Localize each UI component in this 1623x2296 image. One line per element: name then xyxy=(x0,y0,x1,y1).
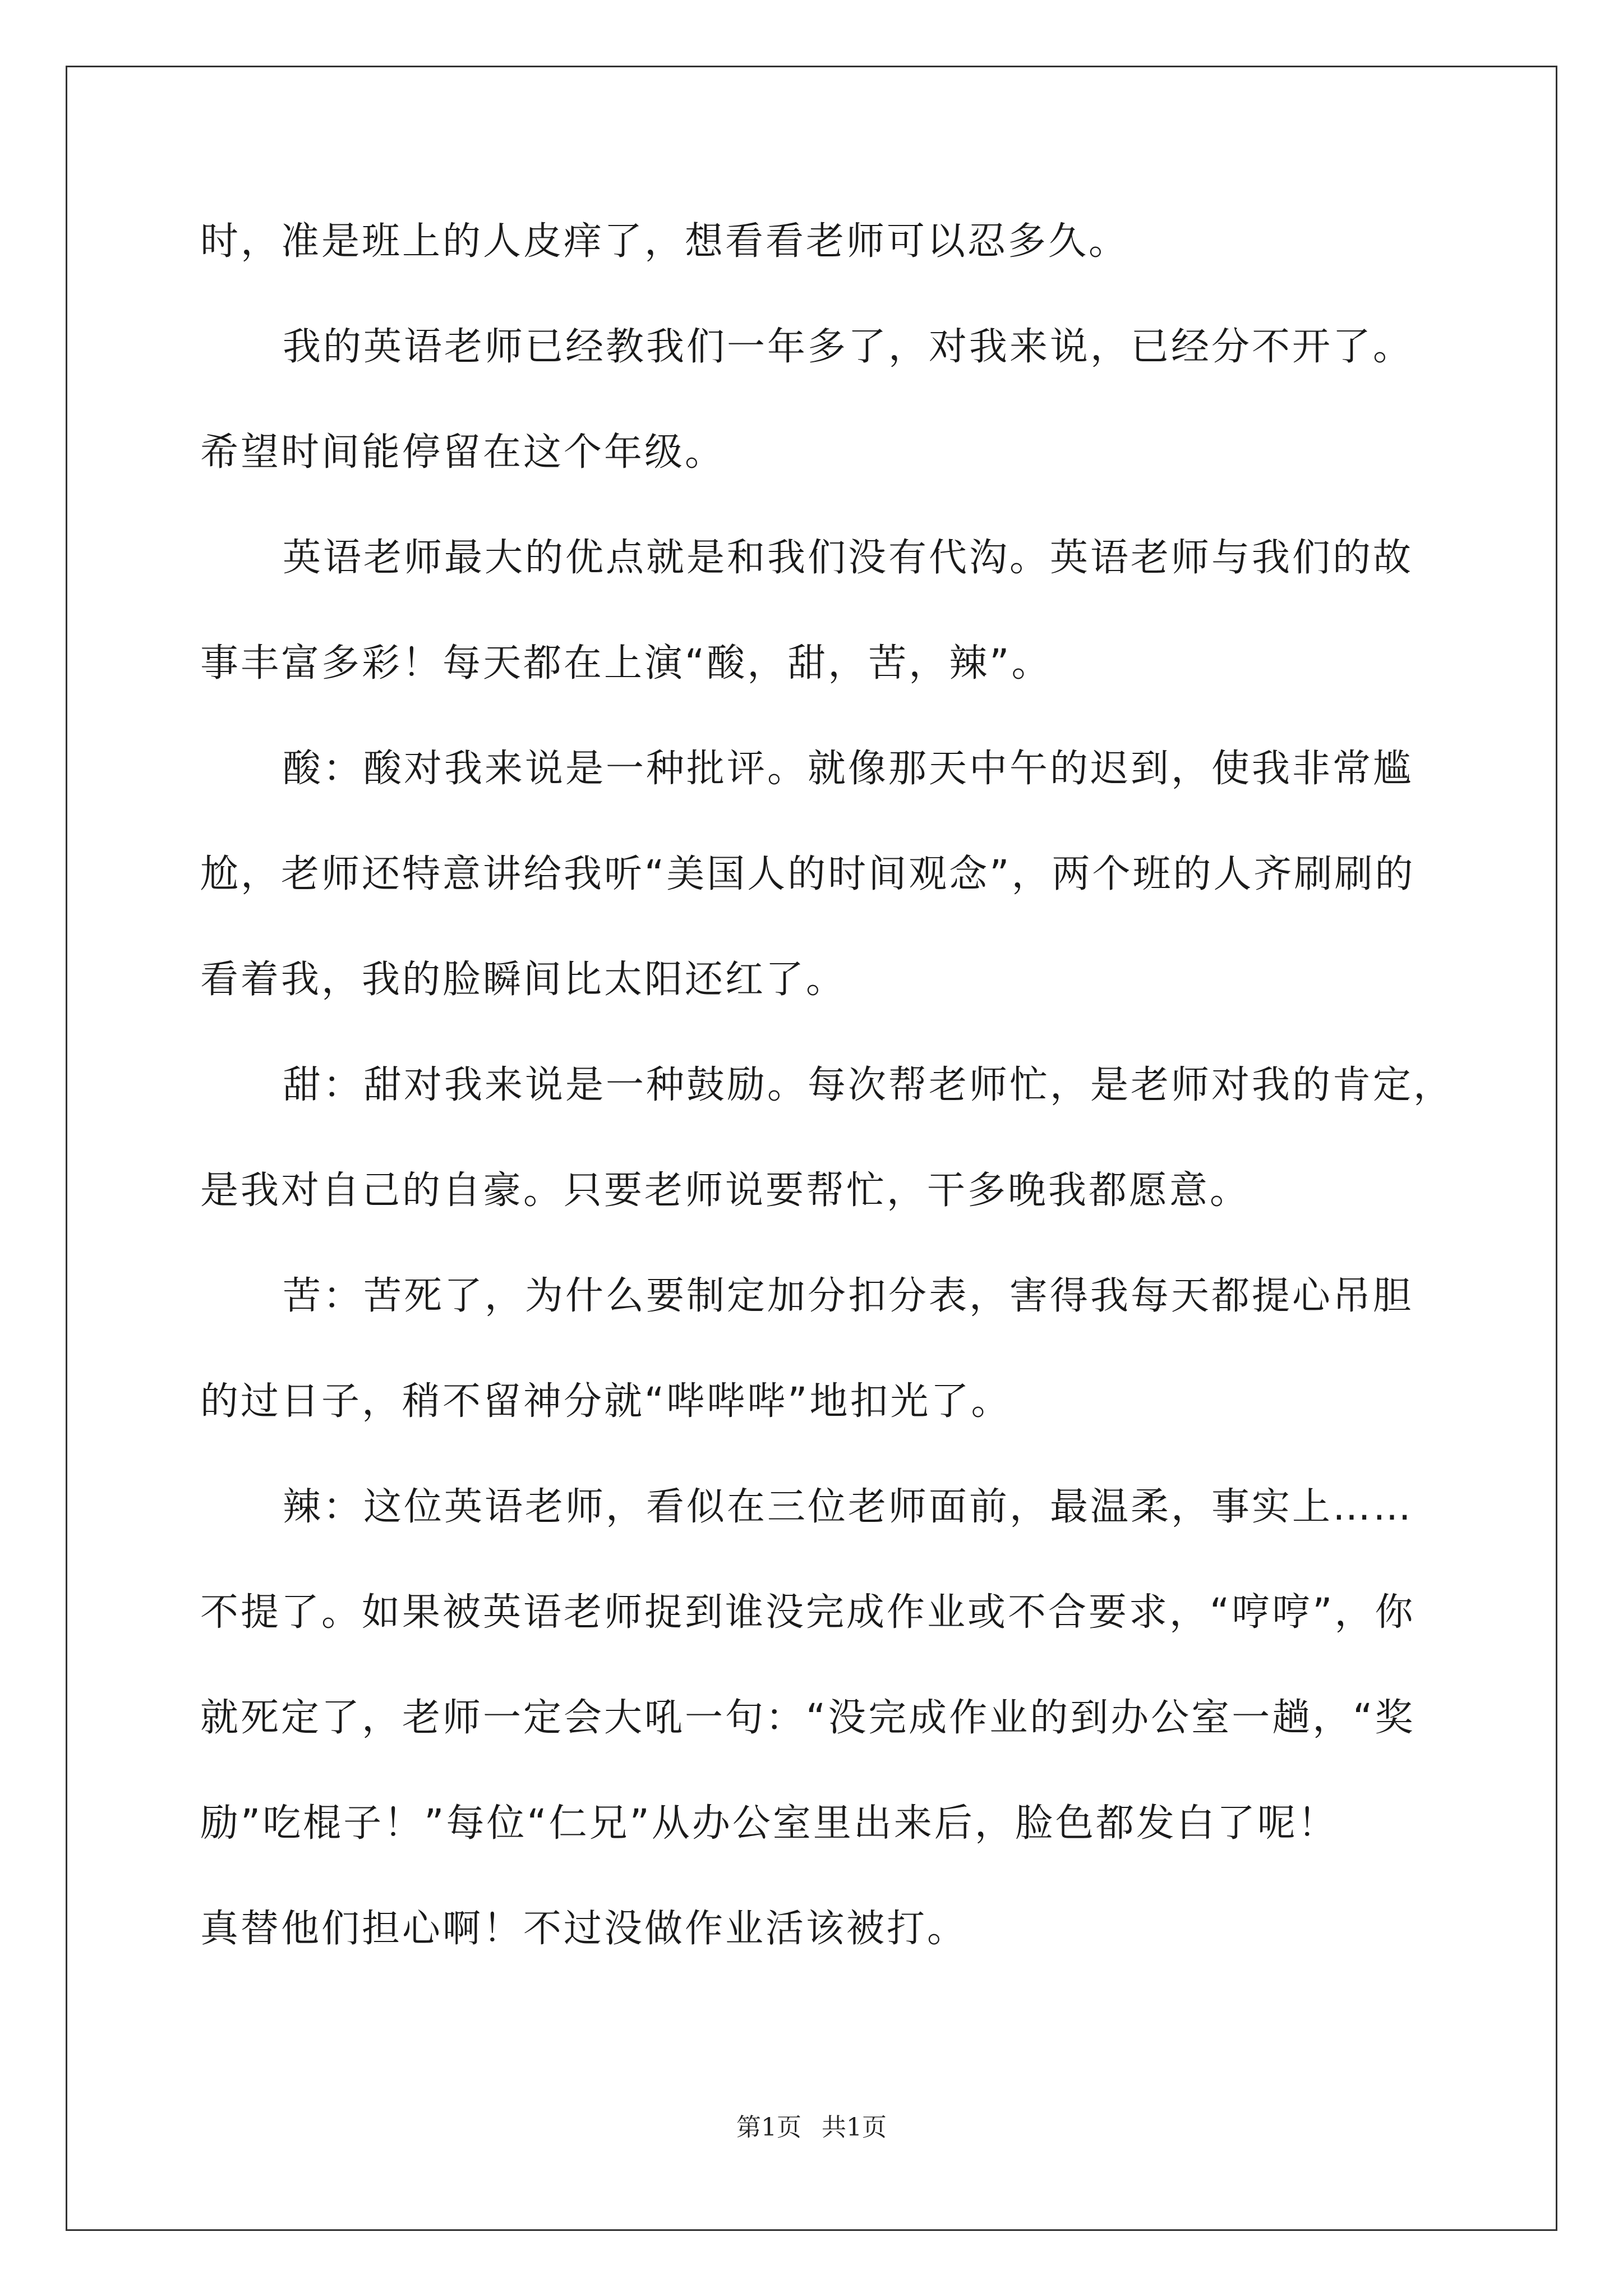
page-number-current: 第1页 xyxy=(736,2113,801,2142)
page-footer xyxy=(0,2107,1623,2143)
paragraph-start-line: 英语老师最大的优点就是和我们没有代沟。英语老师与我们的故 xyxy=(283,536,1414,580)
text-line: 看着我，我的脸瞬间比太阳还红了。 xyxy=(200,958,847,1002)
text-line: 的过日子，稍不留神分就“哔哔哔”地扣光了。 xyxy=(200,1379,1012,1424)
paragraph-start-line: 酸：酸对我来说是一种批评。就像那天中午的迟到，使我非常尴 xyxy=(283,747,1414,791)
paragraph-start-line: 甜：甜对我来说是一种鼓励。每次帮老师忙，是老师对我的肯定， xyxy=(283,1063,1454,1107)
paragraph-start-line: 辣：这位英语老师，看似在三位老师面前，最温柔，事实上…… xyxy=(283,1485,1414,1529)
paragraph-start-line: 我的英语老师已经教我们一年多了，对我来说，已经分不开了。 xyxy=(283,325,1414,369)
text-line: 不提了。如果被英语老师捉到谁没完成作业或不合要求，“哼哼”，你 xyxy=(200,1590,1415,1635)
paragraph-start-line: 苦：苦死了，为什么要制定加分扣分表，害得我每天都提心吊胆 xyxy=(283,1274,1414,1318)
text-line: 励”吃棍子！”每位“仁兄”从办公室里出来后，脸色都发白了呢！ xyxy=(200,1801,1338,1846)
text-line: 就死定了，老师一定会大吼一句：“没完成作业的到办公室一趟，“奖 xyxy=(200,1696,1415,1740)
text-line: 真替他们担心啊！不过没做作业活该被打。 xyxy=(200,1907,968,1951)
page-number-total: 共1页 xyxy=(822,2113,887,2142)
text-line: 是我对自己的自豪。只要老师说要帮忙，干多晚我都愿意。 xyxy=(200,1168,1251,1213)
text-line: 时，准是班上的人皮痒了，想看看老师可以忍多久。 xyxy=(200,219,1129,264)
text-line: 尬，老师还特意讲给我听“美国人的时间观念”，两个班的人齐刷刷的 xyxy=(200,852,1415,896)
text-line: 事丰富多彩！每天都在上演“酸，甜，苦，辣”。 xyxy=(200,641,1052,685)
text-line: 希望时间能停留在这个年级。 xyxy=(200,430,726,475)
